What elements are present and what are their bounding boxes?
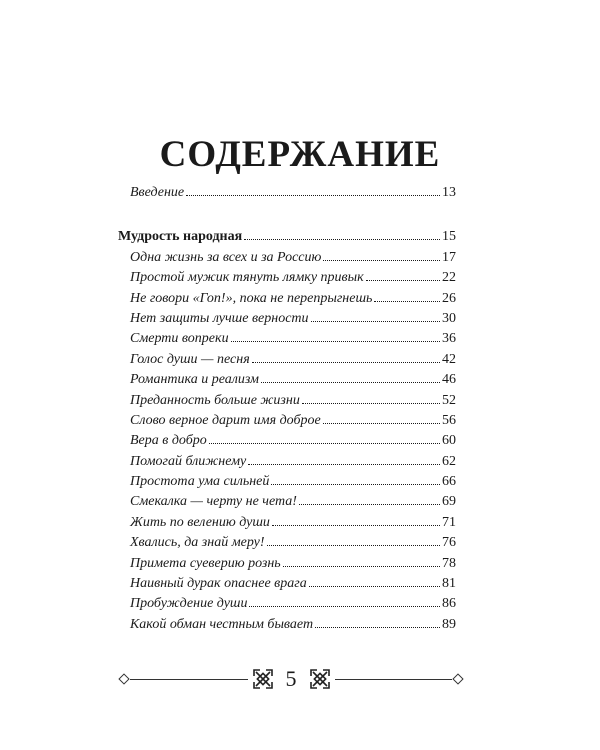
toc-entry xyxy=(118,492,456,512)
toc-entry-page: 86 xyxy=(442,596,456,612)
toc-entry xyxy=(118,370,456,390)
toc-entry xyxy=(118,533,456,553)
dot-leader xyxy=(366,280,440,281)
toc-entry-page: 30 xyxy=(442,310,456,326)
toc-entry-title: Наивный дурак опаснее врага xyxy=(130,576,307,592)
toc-entry-title: Не говори «Гоп!», пока не перепрыгнешь xyxy=(130,290,373,306)
dot-leader xyxy=(311,321,440,322)
toc-section-page: 15 xyxy=(442,229,456,245)
toc-section-title: Мудрость народная xyxy=(118,229,243,245)
dot-leader xyxy=(209,443,440,444)
toc-entry-title: Введение xyxy=(130,185,185,200)
toc-entry-page: 42 xyxy=(442,351,456,367)
toc-entry-page: 66 xyxy=(442,474,456,490)
toc-entry-title: Пробуждение души xyxy=(130,596,248,612)
toc-entry-page: 22 xyxy=(442,270,456,286)
diamond-ornament-icon xyxy=(118,673,129,684)
toc-entry-title: Жить по велению души xyxy=(130,514,270,530)
dot-leader xyxy=(271,484,440,485)
toc-entry-page: 81 xyxy=(442,576,456,592)
dot-leader xyxy=(315,627,440,628)
celtic-knot-ornament-icon xyxy=(252,668,274,690)
toc-entry-page: 62 xyxy=(442,453,456,469)
dot-leader xyxy=(248,464,440,465)
dot-leader xyxy=(309,586,440,587)
toc-entry xyxy=(118,268,456,288)
toc-entry-title: Романтика и реализм xyxy=(130,372,259,388)
table-of-contents xyxy=(118,183,456,635)
toc-entry-title: Слово верное дарит имя доброе xyxy=(130,412,321,428)
dot-leader xyxy=(261,382,440,383)
toc-entry-page: 46 xyxy=(442,372,456,388)
toc-entry xyxy=(118,248,456,268)
toc-entry-title: Простой мужик тянуть лямку привык xyxy=(130,270,364,286)
toc-entry-title: Какой обман честным бывает xyxy=(130,616,314,632)
toc-entry xyxy=(118,309,456,329)
dot-leader xyxy=(267,545,440,546)
toc-entry xyxy=(118,411,456,431)
toc-entry xyxy=(118,350,456,370)
toc-entry xyxy=(118,391,456,411)
toc-entry-page: 71 xyxy=(442,514,456,530)
diamond-ornament-icon xyxy=(452,673,463,684)
toc-entry xyxy=(118,431,456,451)
toc-entry-title: Помогай ближнему xyxy=(130,453,247,469)
toc-entry-title: Одна жизнь за всех и за Россию xyxy=(130,249,322,265)
dot-leader xyxy=(249,606,440,607)
toc-entry xyxy=(118,513,456,533)
toc-entry-title: Нет защиты лучше верности xyxy=(130,310,309,326)
toc-entry-title: Простота ума сильней xyxy=(130,474,270,490)
toc-entry-title: Преданность больше жизни xyxy=(130,392,300,408)
toc-entry-intro xyxy=(118,183,456,203)
toc-entry xyxy=(118,329,456,349)
page-title: СОДЕРЖАНИЕ xyxy=(159,134,441,175)
toc-entry-title: Примета суеверию рознь xyxy=(130,555,281,571)
toc-entry xyxy=(118,289,456,309)
celtic-knot-ornament-icon xyxy=(309,668,331,690)
toc-entry-title: Голос души — песня xyxy=(130,351,250,367)
toc-entry xyxy=(118,554,456,574)
footer-rule-right xyxy=(335,679,453,680)
toc-entry-page: 26 xyxy=(442,290,456,306)
toc-entry-page: 78 xyxy=(442,555,456,571)
dot-leader xyxy=(283,566,440,567)
dot-leader xyxy=(374,301,440,302)
dot-leader xyxy=(252,362,440,363)
dot-leader xyxy=(323,260,440,261)
toc-section-items xyxy=(118,248,456,635)
toc-entry-title: Смерти вопреки xyxy=(130,331,229,347)
dot-leader xyxy=(231,341,440,342)
toc-entry-page: 13 xyxy=(442,185,456,200)
footer-rule-left xyxy=(130,679,248,680)
toc-entry-title: Хвались, да знай меру! xyxy=(130,535,265,551)
toc-entry-page: 56 xyxy=(442,412,456,428)
toc-entry xyxy=(118,594,456,614)
dot-leader xyxy=(272,525,440,526)
dot-leader xyxy=(323,423,440,424)
toc-entry xyxy=(118,574,456,594)
dot-leader xyxy=(302,403,440,404)
toc-entry-page: 76 xyxy=(442,535,456,551)
toc-entry-page: 69 xyxy=(442,494,456,510)
toc-entry xyxy=(118,472,456,492)
page-footer xyxy=(118,664,464,694)
toc-entry-page: 52 xyxy=(442,392,456,408)
dot-leader xyxy=(299,504,440,505)
toc-entry-page: 60 xyxy=(442,433,456,449)
toc-section-heading xyxy=(118,227,456,247)
dot-leader xyxy=(244,239,440,240)
toc-entry xyxy=(118,452,456,472)
toc-entry-page: 89 xyxy=(442,616,456,632)
toc-entry-title: Вера в добро xyxy=(130,433,207,449)
toc-entry xyxy=(118,615,456,635)
toc-entry-page: 17 xyxy=(442,249,456,265)
toc-entry-title: Смекалка — черту не чета! xyxy=(130,494,297,510)
dot-leader xyxy=(186,195,440,196)
section-gap xyxy=(118,203,456,227)
page-number: 5 xyxy=(285,666,297,691)
toc-entry-page: 36 xyxy=(442,331,456,347)
